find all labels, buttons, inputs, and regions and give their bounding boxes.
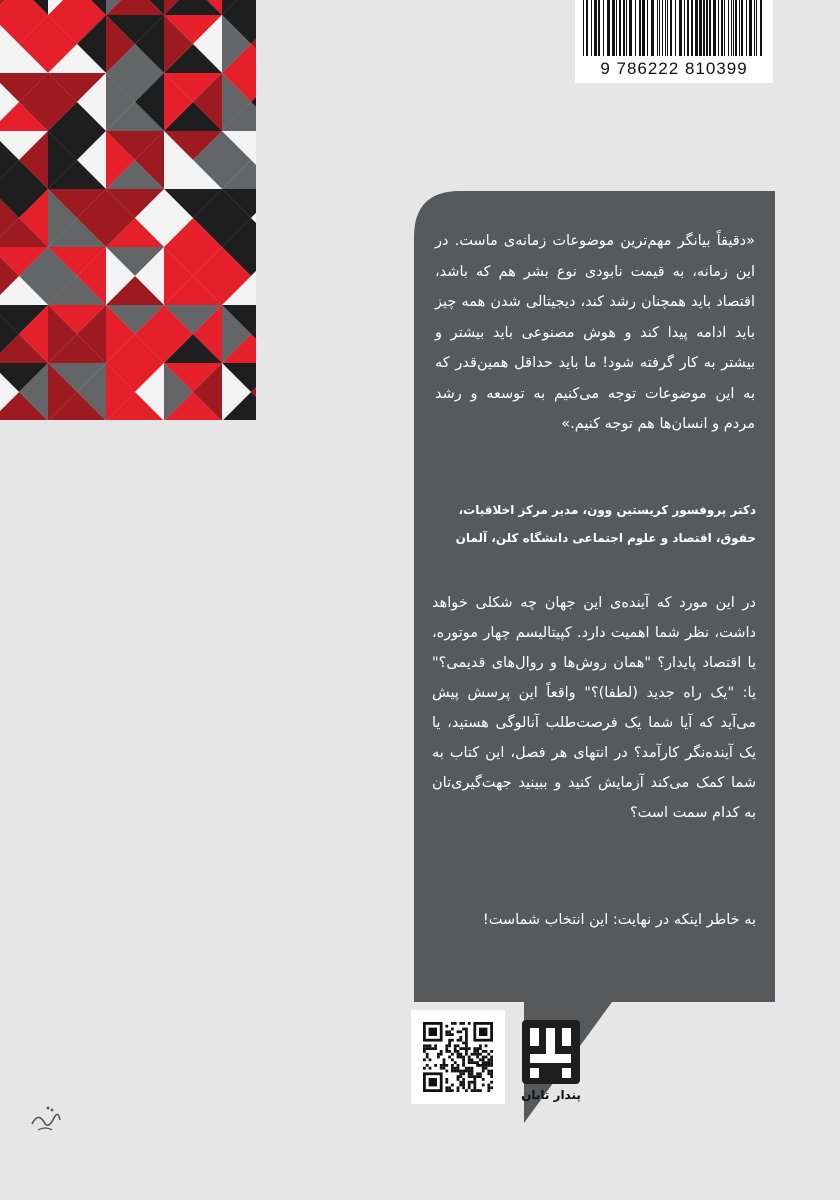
qr-module — [468, 1075, 471, 1078]
qr-module — [445, 1081, 448, 1084]
qr-module — [445, 1089, 448, 1092]
qr-module — [457, 1067, 460, 1070]
qr-module — [462, 1028, 465, 1031]
qr-module — [468, 1061, 471, 1064]
qr-module — [457, 1089, 460, 1092]
qr-module — [476, 1089, 479, 1092]
qr-module — [462, 1072, 465, 1075]
qr-module — [465, 1050, 468, 1053]
qr-module — [482, 1050, 485, 1053]
designer-signature-icon — [28, 1100, 64, 1136]
qr-module — [473, 1050, 476, 1053]
qr-module — [459, 1084, 462, 1087]
qr-module — [487, 1053, 490, 1056]
qr-module — [476, 1053, 479, 1056]
qr-module — [468, 1056, 471, 1059]
qr-module — [482, 1067, 485, 1070]
qr-module — [462, 1081, 465, 1084]
qr-module — [429, 1067, 432, 1070]
qr-module — [443, 1064, 446, 1067]
qr-module — [440, 1067, 443, 1070]
qr-module — [429, 1058, 432, 1061]
qr-module — [437, 1053, 440, 1056]
qr-module — [445, 1044, 448, 1047]
qr-module — [443, 1058, 446, 1061]
qr-module — [473, 1061, 476, 1064]
qr-module — [423, 1047, 426, 1050]
qr-module — [445, 1030, 448, 1033]
qr-module — [482, 1061, 485, 1064]
qr-module — [459, 1022, 462, 1025]
qr-module — [485, 1064, 488, 1067]
qr-module — [468, 1086, 471, 1089]
attribution-line-1: دکتر پروفسور کریستین وون، مدیر مرکز اخلاقیات، — [458, 503, 756, 517]
qr-module — [445, 1064, 448, 1067]
qr-module — [462, 1056, 465, 1059]
qr-module — [476, 1061, 479, 1064]
qr-module — [479, 1072, 482, 1075]
qr-module — [429, 1044, 432, 1047]
qr-module — [443, 1067, 446, 1070]
qr-module — [454, 1022, 457, 1025]
qr-module — [485, 1050, 488, 1053]
qr-module — [426, 1056, 429, 1059]
qr-module — [443, 1061, 446, 1064]
qr-module — [440, 1050, 443, 1053]
qr-module — [440, 1053, 443, 1056]
qr-module — [451, 1067, 454, 1070]
qr-module — [465, 1044, 468, 1047]
qr-module — [487, 1064, 490, 1067]
qr-module — [476, 1047, 479, 1050]
qr-module — [482, 1064, 485, 1067]
qr-module — [476, 1072, 479, 1075]
qr-module — [482, 1084, 485, 1087]
qr-module — [457, 1056, 460, 1059]
qr-module — [451, 1058, 454, 1061]
qr-module — [448, 1086, 451, 1089]
qr-module — [473, 1086, 476, 1089]
qr-module — [448, 1039, 451, 1042]
qr-module — [445, 1050, 448, 1053]
publisher-logo-icon — [516, 1018, 586, 1086]
qr-module — [457, 1086, 460, 1089]
isbn-number: 9 786222 810399 — [600, 59, 748, 78]
qr-module — [468, 1081, 471, 1084]
qr-module — [423, 1050, 426, 1053]
qr-module — [473, 1084, 476, 1087]
qr-module — [451, 1070, 454, 1073]
qr-module — [479, 1058, 482, 1061]
qr-module — [468, 1022, 471, 1025]
qr-code — [411, 1010, 505, 1104]
qr-module — [462, 1022, 465, 1025]
qr-module — [487, 1058, 490, 1061]
qr-module — [457, 1070, 460, 1073]
qr-module — [451, 1028, 454, 1031]
qr-module — [490, 1086, 493, 1089]
qr-module — [448, 1044, 451, 1047]
qr-module — [451, 1089, 454, 1092]
qr-module — [459, 1056, 462, 1059]
qr-module — [448, 1030, 451, 1033]
qr-module — [454, 1047, 457, 1050]
qr-module — [451, 1064, 454, 1067]
qr-module — [471, 1067, 474, 1070]
qr-module — [457, 1064, 460, 1067]
qr-module — [490, 1075, 493, 1078]
qr-module — [465, 1089, 468, 1092]
qr-module — [445, 1047, 448, 1050]
qr-module — [451, 1022, 454, 1025]
qr-module — [485, 1056, 488, 1059]
qr-module — [468, 1072, 471, 1075]
qr-module — [454, 1044, 457, 1047]
qr-module — [437, 1056, 440, 1059]
qr-module — [423, 1044, 426, 1047]
qr-module — [465, 1036, 468, 1039]
qr-module — [468, 1070, 471, 1073]
qr-module — [445, 1078, 448, 1081]
qr-module — [451, 1033, 454, 1036]
qr-module — [462, 1047, 465, 1050]
qr-module — [479, 1053, 482, 1056]
qr-module — [468, 1058, 471, 1061]
qr-module — [465, 1042, 468, 1045]
qr-module — [462, 1058, 465, 1061]
qr-module — [479, 1089, 482, 1092]
qr-module — [423, 1067, 426, 1070]
publisher-logo — [516, 1018, 586, 1108]
qr-module — [459, 1036, 462, 1039]
qr-module — [445, 1033, 448, 1036]
qr-module — [476, 1064, 479, 1067]
qr-module — [482, 1070, 485, 1073]
qr-module — [454, 1067, 457, 1070]
qr-module — [479, 1028, 487, 1036]
qr-module — [434, 1047, 437, 1050]
qr-module — [429, 1078, 437, 1086]
qr-module — [473, 1089, 476, 1092]
qr-module — [476, 1056, 479, 1059]
qr-module — [451, 1039, 454, 1042]
qr-module — [490, 1070, 493, 1073]
qr-module — [471, 1072, 474, 1075]
qr-module — [485, 1061, 488, 1064]
qr-module — [471, 1058, 474, 1061]
qr-module — [487, 1070, 490, 1073]
qr-module — [454, 1061, 457, 1064]
qr-module — [487, 1084, 490, 1087]
quote-text: «دقیقاً بیانگر مهم‌ترین موضوعات زمانه‌ی ماست. در این زمانه، به قیمت نابودی نوع بشر هم که باشد، اقتصاد باید همچنان رشد کند، دیجیتالی شدن همه چیز باید ادامه پیدا کند و هوش مصنوعی باید بیشتر و بیشتر به کار گرفته شود! ما باید حداقل همین‌قدر که به این موضوعات توجه می‌کنیم به توسعه و رشد مردم و انسان‌ها هم توجه کنیم.» — [435, 233, 755, 432]
qr-module — [454, 1070, 457, 1073]
qr-module — [459, 1039, 462, 1042]
qr-module — [459, 1053, 462, 1056]
qr-module — [462, 1042, 465, 1045]
qr-module — [490, 1056, 493, 1059]
qr-module — [431, 1047, 434, 1050]
qr-module — [487, 1072, 490, 1075]
qr-module — [476, 1075, 479, 1078]
qr-module — [468, 1047, 471, 1050]
qr-module — [462, 1078, 465, 1081]
qr-module — [448, 1042, 451, 1045]
qr-module — [459, 1075, 462, 1078]
qr-module — [426, 1047, 429, 1050]
qr-module — [465, 1039, 468, 1042]
qr-module — [482, 1058, 485, 1061]
closing-line: به خاطر اینکه در نهایت: این انتخاب شماست! — [482, 912, 756, 928]
qr-module — [434, 1044, 437, 1047]
qr-module — [465, 1047, 468, 1050]
qr-module — [459, 1047, 462, 1050]
qr-module — [485, 1044, 488, 1047]
qr-module — [462, 1064, 465, 1067]
qr-module — [462, 1084, 465, 1087]
qr-module — [471, 1053, 474, 1056]
qr-module — [490, 1058, 493, 1061]
qr-module — [465, 1053, 468, 1056]
qr-module — [476, 1050, 479, 1053]
qr-module — [473, 1075, 476, 1078]
qr-module — [479, 1047, 482, 1050]
qr-module — [490, 1061, 493, 1064]
qr-module — [471, 1081, 474, 1084]
qr-module — [429, 1047, 432, 1050]
qr-module — [426, 1053, 429, 1056]
qr-module — [487, 1061, 490, 1064]
attribution-line-2: حقوق، اقتصاد و علوم اجتماعی دانشگاه کلن، آلمان — [455, 531, 756, 545]
qr-module — [490, 1072, 493, 1075]
qr-module — [468, 1067, 471, 1070]
qr-module — [487, 1089, 490, 1092]
qr-module — [457, 1030, 460, 1033]
qr-module — [445, 1070, 448, 1073]
qr-module — [490, 1050, 493, 1053]
qr-module — [490, 1064, 493, 1067]
qr-module — [473, 1081, 476, 1084]
quote-attribution — [430, 496, 756, 552]
qr-module — [448, 1089, 451, 1092]
qr-module — [423, 1058, 426, 1061]
qr-module — [457, 1039, 460, 1042]
qr-module — [445, 1025, 448, 1028]
qr-module — [479, 1064, 482, 1067]
qr-code-icon — [423, 1022, 493, 1092]
qr-module — [465, 1067, 468, 1070]
qr-module — [457, 1078, 460, 1081]
qr-module — [462, 1061, 465, 1064]
qr-module — [440, 1064, 443, 1067]
qr-module — [457, 1075, 460, 1078]
qr-module — [485, 1067, 488, 1070]
qr-module — [471, 1075, 474, 1078]
qr-module — [490, 1081, 493, 1084]
qr-module — [471, 1070, 474, 1073]
qr-module — [448, 1033, 451, 1036]
qr-module — [426, 1064, 429, 1067]
qr-module — [465, 1033, 468, 1036]
qr-module — [465, 1030, 468, 1033]
qr-module — [448, 1050, 451, 1053]
qr-module — [462, 1070, 465, 1073]
body-text: در این مورد که آینده‌ی این جهان چه شکلی خواهد داشت، نظر شما اهمیت دارد. کپیتالیسم چهار موتوره، یا اقتصاد پایدار؟ "همان روش‌ها و روال‌های قدیمی؟" یا: "یک راه جدید (لطفا)؟" واقعاً این پرسش پیش می‌آید که آیا شما یک فرصت‌طلب آنالوگی هستید، یا یک آینده‌نگر کارآمد؟ در انتهای هر فصل، این کتاب به شما کمک می‌کند آزمایش کنید و ببینید جهت‌گیری‌تان به کدام سمت است؟ — [432, 595, 756, 821]
qr-module — [465, 1070, 468, 1073]
qr-module — [457, 1044, 460, 1047]
qr-module — [457, 1053, 460, 1056]
qr-module — [459, 1030, 462, 1033]
qr-module — [459, 1072, 462, 1075]
qr-module — [459, 1070, 462, 1073]
qr-module — [454, 1050, 457, 1053]
qr-module — [473, 1053, 476, 1056]
qr-module — [471, 1061, 474, 1064]
qr-module — [451, 1053, 454, 1056]
qr-module — [468, 1084, 471, 1087]
qr-module — [473, 1047, 476, 1050]
qr-module — [465, 1028, 468, 1031]
qr-module — [487, 1086, 490, 1089]
qr-module — [482, 1078, 485, 1081]
qr-module — [479, 1075, 482, 1078]
qr-module — [473, 1078, 476, 1081]
qr-module — [451, 1084, 454, 1087]
qr-module — [426, 1044, 429, 1047]
qr-module — [479, 1044, 482, 1047]
qr-module — [445, 1086, 448, 1089]
qr-module — [448, 1056, 451, 1059]
publisher-name: پندار تابان — [521, 1088, 581, 1102]
qr-module — [434, 1064, 437, 1067]
qr-module — [471, 1089, 474, 1092]
qr-module — [482, 1056, 485, 1059]
qr-module — [459, 1081, 462, 1084]
qr-module — [457, 1050, 460, 1053]
qr-module — [462, 1086, 465, 1089]
qr-module — [429, 1028, 437, 1036]
